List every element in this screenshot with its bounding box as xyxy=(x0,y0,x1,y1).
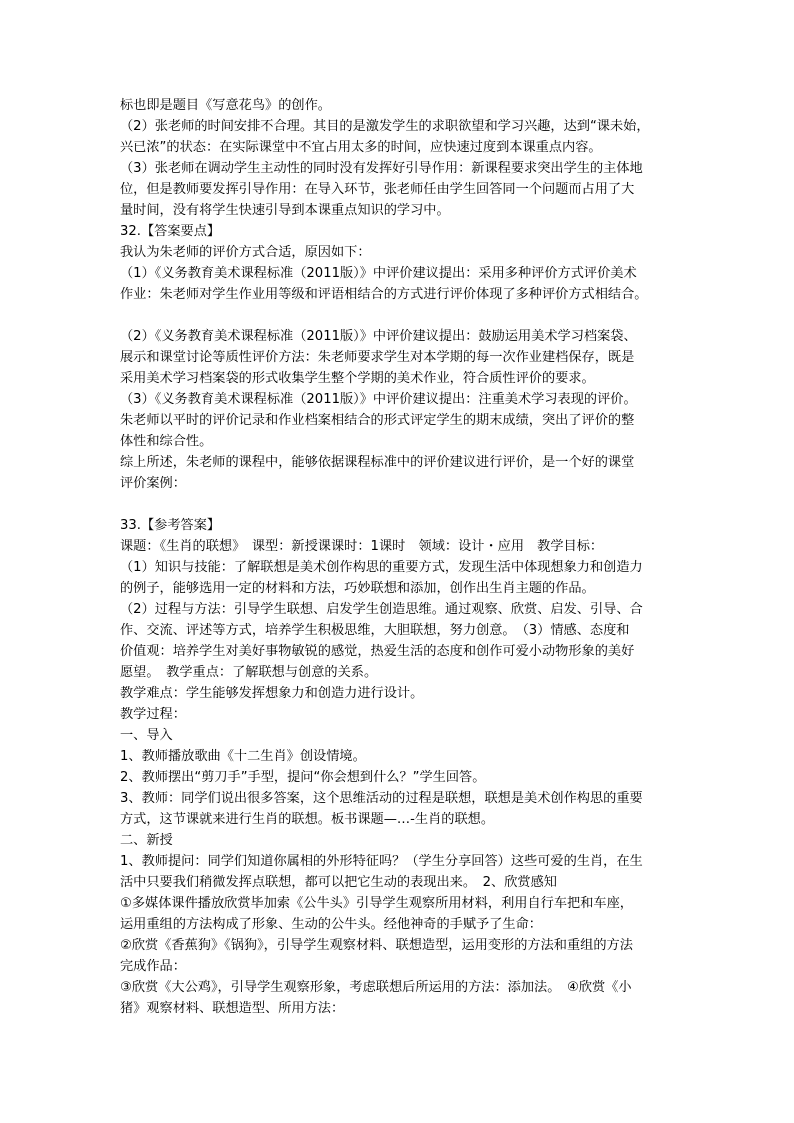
text-line: （1）知识与技能：了解联想是美术创作构思的重要方式，发现生活中体现想象力和创造力 xyxy=(120,560,643,575)
text-line: 作、交流、评述等方式，培养学生积极思维，大胆联想，努力创意。 （3）情感、态度和 xyxy=(120,623,630,638)
text-line: 猪》观察材料、联想造型、所用方法： xyxy=(120,1001,345,1016)
text-line: 33.【参考答案】 xyxy=(120,518,221,533)
text-line: 愿望。 教学重点：了解联想与创意的关系。 xyxy=(120,665,378,680)
text-line: 评价案例： xyxy=(120,476,186,491)
text-line: 1、教师播放歌曲《十二生肖》创设情境。 xyxy=(120,749,366,764)
text-line: （1）《义务教育美术课程标准（2011版）》中评价建议提出：采用多种评价方式评价美术 xyxy=(120,266,637,281)
text-line: 展示和课堂讨论等质性评价方法：朱老师要求学生对本学期的每一次作业建档保存，既是 xyxy=(120,350,635,365)
text-line: 标也即是题目《写意花鸟》的创作。 xyxy=(120,98,331,113)
text-line: 32.【答案要点】 xyxy=(120,224,221,239)
text-line: 我认为朱老师的评价方式合适，原因如下： xyxy=(120,245,371,260)
text-line: 课题：《生肖的联想》 课型：新授课课时：1课时 领域：设计・应用 教学目标： xyxy=(120,539,604,554)
text-line: 活中只要我们稍微发挥点联想，都可以把它生动的表现出来。 2、欣赏感知 xyxy=(120,875,557,890)
text-line: 教学难点：学生能够发挥想象力和创造力进行设计。 xyxy=(120,686,424,701)
text-line: 方式，这节课就来进行生肖的联想。板书课题—…-生肖的联想。 xyxy=(120,812,495,827)
text-line: 采用美术学习档案袋的形式收集学生整个学期的美术作业，符合质性评价的要求。 xyxy=(120,371,595,386)
text-line: 教学过程： xyxy=(120,707,186,722)
text-line: ③欣赏《大公鸡》，引导学生观察形象，考虑联想后所运用的方法：添加法。 ④欣赏《小 xyxy=(120,980,632,995)
text-line: 一、导入 xyxy=(120,728,173,743)
text-line: 3、教师：同学们说出很多答案，这个思维活动的过程是联想，联想是美术创作构思的重要 xyxy=(120,791,643,806)
text-line: 综上所述，朱老师的课程中，能够依据课程标准中的评价建议进行评价，是一个好的课堂 xyxy=(120,455,635,470)
text-line: （2）过程与方法：引导学生联想、启发学生创造思维。通过观察、欣赏、启发、引导、合 xyxy=(120,602,643,617)
text-line: 1、教师提问：同学们知道你属相的外形特征吗？（学生分享回答）这些可爱的生肖，在生 xyxy=(120,854,643,869)
text-line: （2）《义务教育美术课程标准（2011版）》中评价建议提出：鼓励运用美术学习档案袋、 xyxy=(120,329,637,344)
text-line: 二、新授 xyxy=(120,833,173,848)
text-line: ②欣赏《香蕉狗》《锅狗》，引导学生观察材料、联想造型，运用变形的方法和重组的方法 xyxy=(120,938,633,953)
text-line: 体性和综合性。 xyxy=(120,434,213,449)
text-line: 价值观：培养学生对美好事物敏锐的感觉，热爱生活的态度和创作可爱小动物形象的美好 xyxy=(120,644,635,659)
text-line: 作业：朱老师对学生作业用等级和评语相结合的方式进行评价体现了多种评价方式相结合。 xyxy=(120,287,648,302)
text-line: （2）张老师的时间安排不合理。其目的是激发学生的求职欲望和学习兴趣，达到“课未始， xyxy=(120,119,650,134)
text-line: 量时间，没有将学生快速引导到本课重点知识的学习中。 xyxy=(120,203,450,218)
text-line: 完成作品： xyxy=(120,959,186,974)
text-line: 2、教师摆出“剪刀手”手型，提问“你会想到什么？”学生回答。 xyxy=(120,770,486,785)
text-line: 位，但是教师要发挥引导作用：在导入环节，张老师任由学生回答同一个问题而占用了大 xyxy=(120,182,635,197)
text-line: 兴已浓”的状态：在实际课堂中不宜占用太多的时间，应快速过度到本课重点内容。 xyxy=(120,140,602,155)
text-line: （3）《义务教育美术课程标准（2011版）》中评价建议提出：注重美术学习表现的评价。 xyxy=(120,392,637,407)
text-line: 的例子，能够选用一定的材料和方法，巧妙联想和添加，创作出生肖主题的作品。 xyxy=(120,581,595,596)
text-line: （3）张老师在调动学生主动性的同时没有发挥好引导作用：新课程要求突出学生的主体地 xyxy=(120,161,643,176)
text-line: 运用重组的方法构成了形象、生动的公牛头。经他神奇的手赋予了生命： xyxy=(120,917,542,932)
text-line: ①多媒体课件播放欣赏毕加索《公牛头》引导学生观察所用材料，利用自行车把和车座， xyxy=(120,896,633,911)
text-line: 朱老师以平时的评价记录和作业档案相结合的形式评定学生的期末成绩，突出了评价的整 xyxy=(120,413,635,428)
